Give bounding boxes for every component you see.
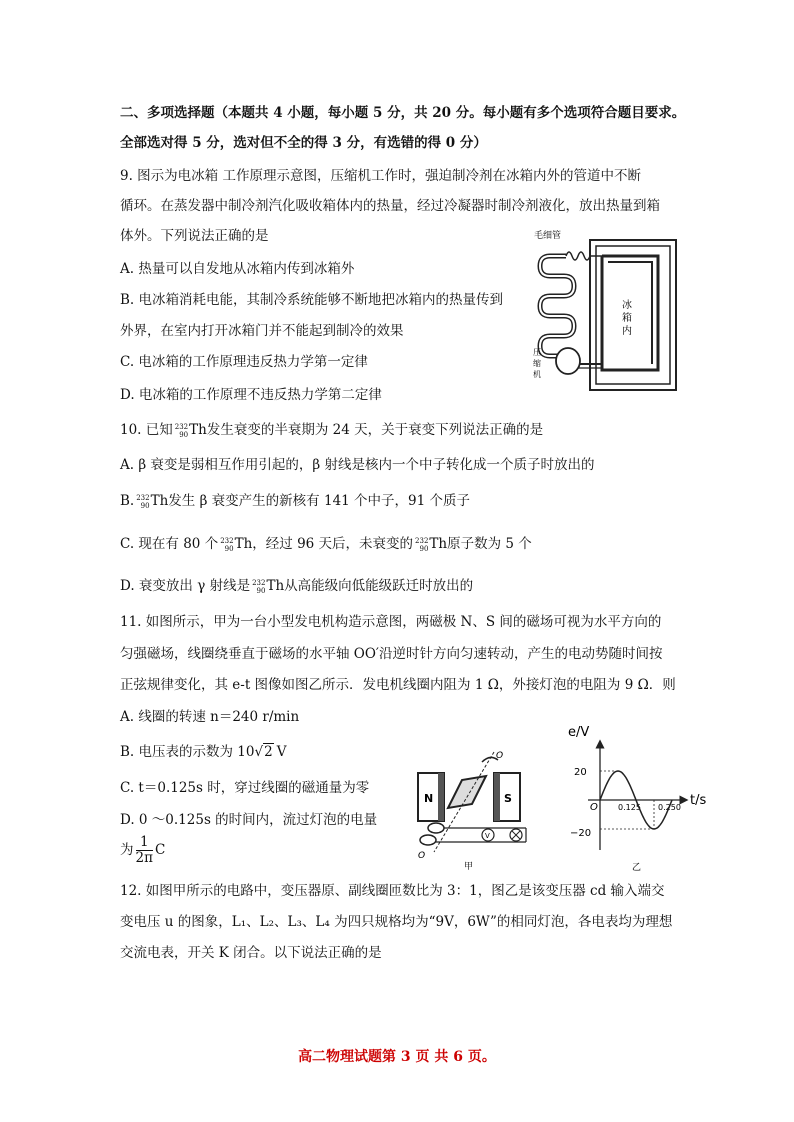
page-footer: 高二物理试题第 3 页 共 6 页。 — [298, 1049, 496, 1065]
inside-label-1: 冰 — [622, 300, 632, 311]
q9-option-b-line2: 外界，在室内打开冰箱门并不能起到制冷的效果 — [120, 323, 404, 339]
compressor-label-2: 缩 — [533, 359, 541, 368]
condenser-coil — [540, 256, 578, 356]
tick-x1: 0.125 — [618, 803, 641, 812]
tick-x2: 0.250 — [658, 803, 681, 812]
q12-stem-line1: 12. 如图甲所示的电路中，变压器原、副线圈匝数比为 3：1，图乙是该变压器 cd 输入端交 — [120, 883, 665, 899]
magnet-n-shade — [438, 773, 444, 821]
q11-stem-line2: 匀强磁场，线圈绕垂直于磁场的水平轴 OO′沿逆时针方向匀速转动，产生的电动势随时间按 — [120, 646, 663, 662]
compressor-label-3: 机 — [533, 370, 541, 379]
section-title-line1: 二、多项选择题（本题共 4 小题，每小题 5 分，共 20 分。每小题有多个选项符合题目要求。 — [120, 105, 686, 121]
q11-option-c: C. t＝0.125s 时，穿过线圈的磁通量为零 — [120, 780, 370, 796]
q11-option-b: B. 电压表的示数为 10√2 V — [120, 744, 287, 760]
slip-ring-1 — [428, 823, 444, 833]
q9-option-a: A. 热量可以自发地从冰箱内传到冰箱外 — [120, 261, 355, 277]
q10-stem: 10. 已知 232 90 Th发生衰变的半衰期为 24 天，关于衰变下列说法正确的是 — [120, 422, 544, 439]
q12-stem-line3: 交流电表，开关 K 闭合。以下说法正确的是 — [120, 945, 382, 961]
q11-option-a: A. 线圈的转速 n＝240 r/min — [120, 709, 300, 725]
axis-o-top: O — [496, 751, 504, 761]
q10-option-c: C. 现在有 80 个 232 90 Th，经过 96 天后，未衰变的 232 90 Th原子数为 5 个 — [120, 536, 532, 553]
inside-label-2: 箱 — [622, 313, 632, 324]
magnet-s-shade — [494, 773, 500, 821]
chart-ylabel: e/V — [568, 725, 590, 740]
capillary-label: 毛细管 — [534, 231, 562, 241]
magnet-n-label: N — [424, 792, 434, 805]
label-yi: 乙 — [632, 863, 642, 873]
q10-option-b: B. 232 90 Th发生 β 衰变产生的新核有 141 个中子，91 个质子 — [120, 493, 471, 510]
q9-option-d: D. 电冰箱的工作原理不违反热力学第二定律 — [120, 387, 382, 403]
label-jia: 甲 — [464, 862, 474, 872]
chart-xlabel: t/s — [690, 793, 707, 808]
inside-label-3: 内 — [622, 326, 632, 337]
q9-option-b-line1: B. 电冰箱消耗电能，其制冷系统能够不断地把冰箱内的热量传到 — [120, 292, 504, 308]
generator-diagram — [410, 748, 550, 873]
compressor — [556, 348, 580, 374]
voltmeter-label: V — [485, 832, 490, 840]
tick-neg: −20 — [570, 828, 592, 839]
slip-ring-2 — [420, 835, 436, 845]
q10-option-a: A. β 衰变是弱相互作用引起的，β 射线是核内一个中子转化成一个质子时放出的 — [120, 457, 595, 473]
q9-stem-line2: 循环。在蒸发器中制冷剂汽化吸收箱体内的热量，经过冷凝器时制冷剂液化，放出热量到箱 — [120, 198, 660, 214]
q10-option-d: D. 衰变放出 γ 射线是 232 90 Th从高能级向低能级跃迁时放出的 — [120, 578, 474, 595]
et-chart — [560, 720, 720, 875]
tick-pos: 20 — [574, 767, 587, 778]
q12-stem-line2: 变电压 u 的图象，L₁、L₂、L₃、L₄ 为四只规格均为“9V，6W”的相同灯泡，各电表均为理想 — [120, 914, 673, 930]
q9-stem-line1: 9. 图示为电冰箱 工作原理示意图，压缩机工作时，强迫制冷剂在冰箱内外的管道中不断 — [120, 168, 641, 184]
axis-o-bottom: O — [418, 851, 426, 861]
q11-stem-line1: 11. 如图所示，甲为一台小型发电机构造示意图，两磁极 N、S 间的磁场可视为水平方向的 — [120, 614, 662, 630]
q9-option-c: C. 电冰箱的工作原理违反热力学第一定律 — [120, 354, 368, 370]
q11-option-d-line1: D. 0 ～0.125s 的时间内，流过灯泡的电量 — [120, 812, 378, 828]
section-title-line2: 全部选对得 5 分，选对但不全的得 3 分，有选错的得 0 分） — [120, 135, 487, 151]
q11-option-d-line2: 为 $\frac{1}{2\pi}$ C — [120, 834, 166, 866]
condenser-coil-inner — [540, 256, 578, 356]
coil — [448, 776, 486, 808]
q11-stem-line3: 正弦规律变化，其 e-t 图像如图乙所示．发电机线圈内阻为 1 Ω，外接灯泡的电阻为 9 Ω．则 — [120, 677, 676, 693]
fridge-diagram — [530, 228, 680, 393]
tick-origin: O — [590, 802, 598, 813]
magnet-s-label: S — [504, 792, 512, 805]
q9-stem-line3: 体外。下列说法正确的是 — [120, 228, 269, 244]
compressor-label-1: 压 — [533, 348, 541, 357]
